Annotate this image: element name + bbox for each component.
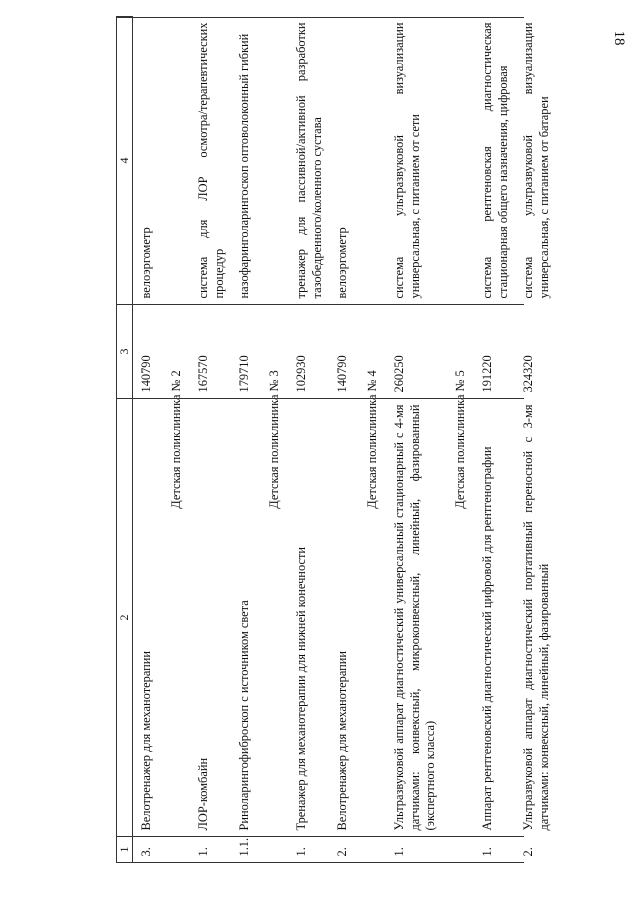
equipment-name: Ультразвуковой аппарат диагностический портативный переносной с 3-мя датчиками: конвексный, линейный, фазированный [521,404,551,831]
row-number: 1. [294,847,308,857]
table-row [386,17,443,863]
table-row [190,17,231,863]
equipment-description: велоэргометр [335,227,349,299]
table-row [288,17,329,863]
table-row [329,17,355,863]
section-title: Детская поликлиника № 3 [266,370,281,509]
section-row [159,17,191,863]
equipment-description: система ультразвуковой визуализации универсальная, с питанием от сети [392,22,422,299]
section-row [443,17,475,863]
column-border-3 [116,398,524,399]
row-number: 1.1. [237,837,251,857]
equipment-description: система ультразвуковой визуализации универсальная, с питанием от батареи [521,22,551,299]
equipment-description: тренажер для пассивной/активной разработки тазобедренного/коленного сустава [294,22,324,299]
row-number: 2. [335,847,349,857]
rotated-table-container [116,17,551,863]
row-number: 3. [139,847,153,857]
equipment-name: ЛОР-комбайн [196,757,210,831]
equipment-code: 191220 [480,355,494,393]
equipment-description: система рентгеновская диагностическая стационарная общего назначения, цифровая [480,22,510,299]
column-border-5 [116,17,524,18]
equipment-name: Риноларингофиброскоп с источником света [237,600,251,831]
equipment-code: 140790 [139,355,153,393]
column-border-2 [116,836,524,837]
section-row [355,17,387,863]
equipment-code: 179710 [237,355,251,393]
column-border-4 [116,304,524,305]
header-col-1: 1 [117,837,133,863]
equipment-code: 102930 [294,355,308,393]
page-number: 18 [611,30,628,46]
header-col-2: 2 [117,399,133,837]
column-border-1 [116,862,524,863]
section-title: Детская поликлиника № 5 [452,370,467,509]
equipment-name: Ультразвуковой аппарат диагностический универсальный стационарный с 4-мя датчиками: конвексный, микроконвексный, линейный, фазированный (экспертного класса) [392,404,437,831]
header-col-4: 4 [117,17,133,305]
equipment-name: Велотренажер для механотерапии [335,650,349,831]
equipment-code: 260250 [392,355,406,393]
equipment-description: велоэргометр [139,227,153,299]
section-title: Детская поликлиника № 4 [364,370,379,509]
table-row [474,17,515,863]
section-title: Детская поликлиника № 2 [168,370,183,509]
row-number: 2. [521,847,535,857]
equipment-table [116,16,556,863]
row-number: 1. [480,847,494,857]
equipment-name: Тренажер для механотерапии для нижней конечности [294,547,308,831]
table-row [133,17,159,863]
equipment-name: Аппарат рентгеновский диагностический цифровой для рентгенографии [480,446,494,831]
row-number: 1. [196,847,210,857]
header-col-3: 3 [117,305,133,399]
equipment-description: назофаринголарингоскоп оптоволоконный гибкий [237,33,251,299]
section-row [257,17,289,863]
table-row [515,17,556,863]
equipment-name: Велотренажер для механотерапии [139,650,153,831]
equipment-description: система для ЛОР осмотра/терапевтических процедур [196,22,226,299]
equipment-code: 167570 [196,355,210,393]
table-header-row [117,17,133,863]
row-number: 1. [392,847,406,857]
table-row [231,17,257,863]
table-body [133,17,557,863]
equipment-code: 140790 [335,355,349,393]
equipment-code: 324320 [521,355,535,393]
